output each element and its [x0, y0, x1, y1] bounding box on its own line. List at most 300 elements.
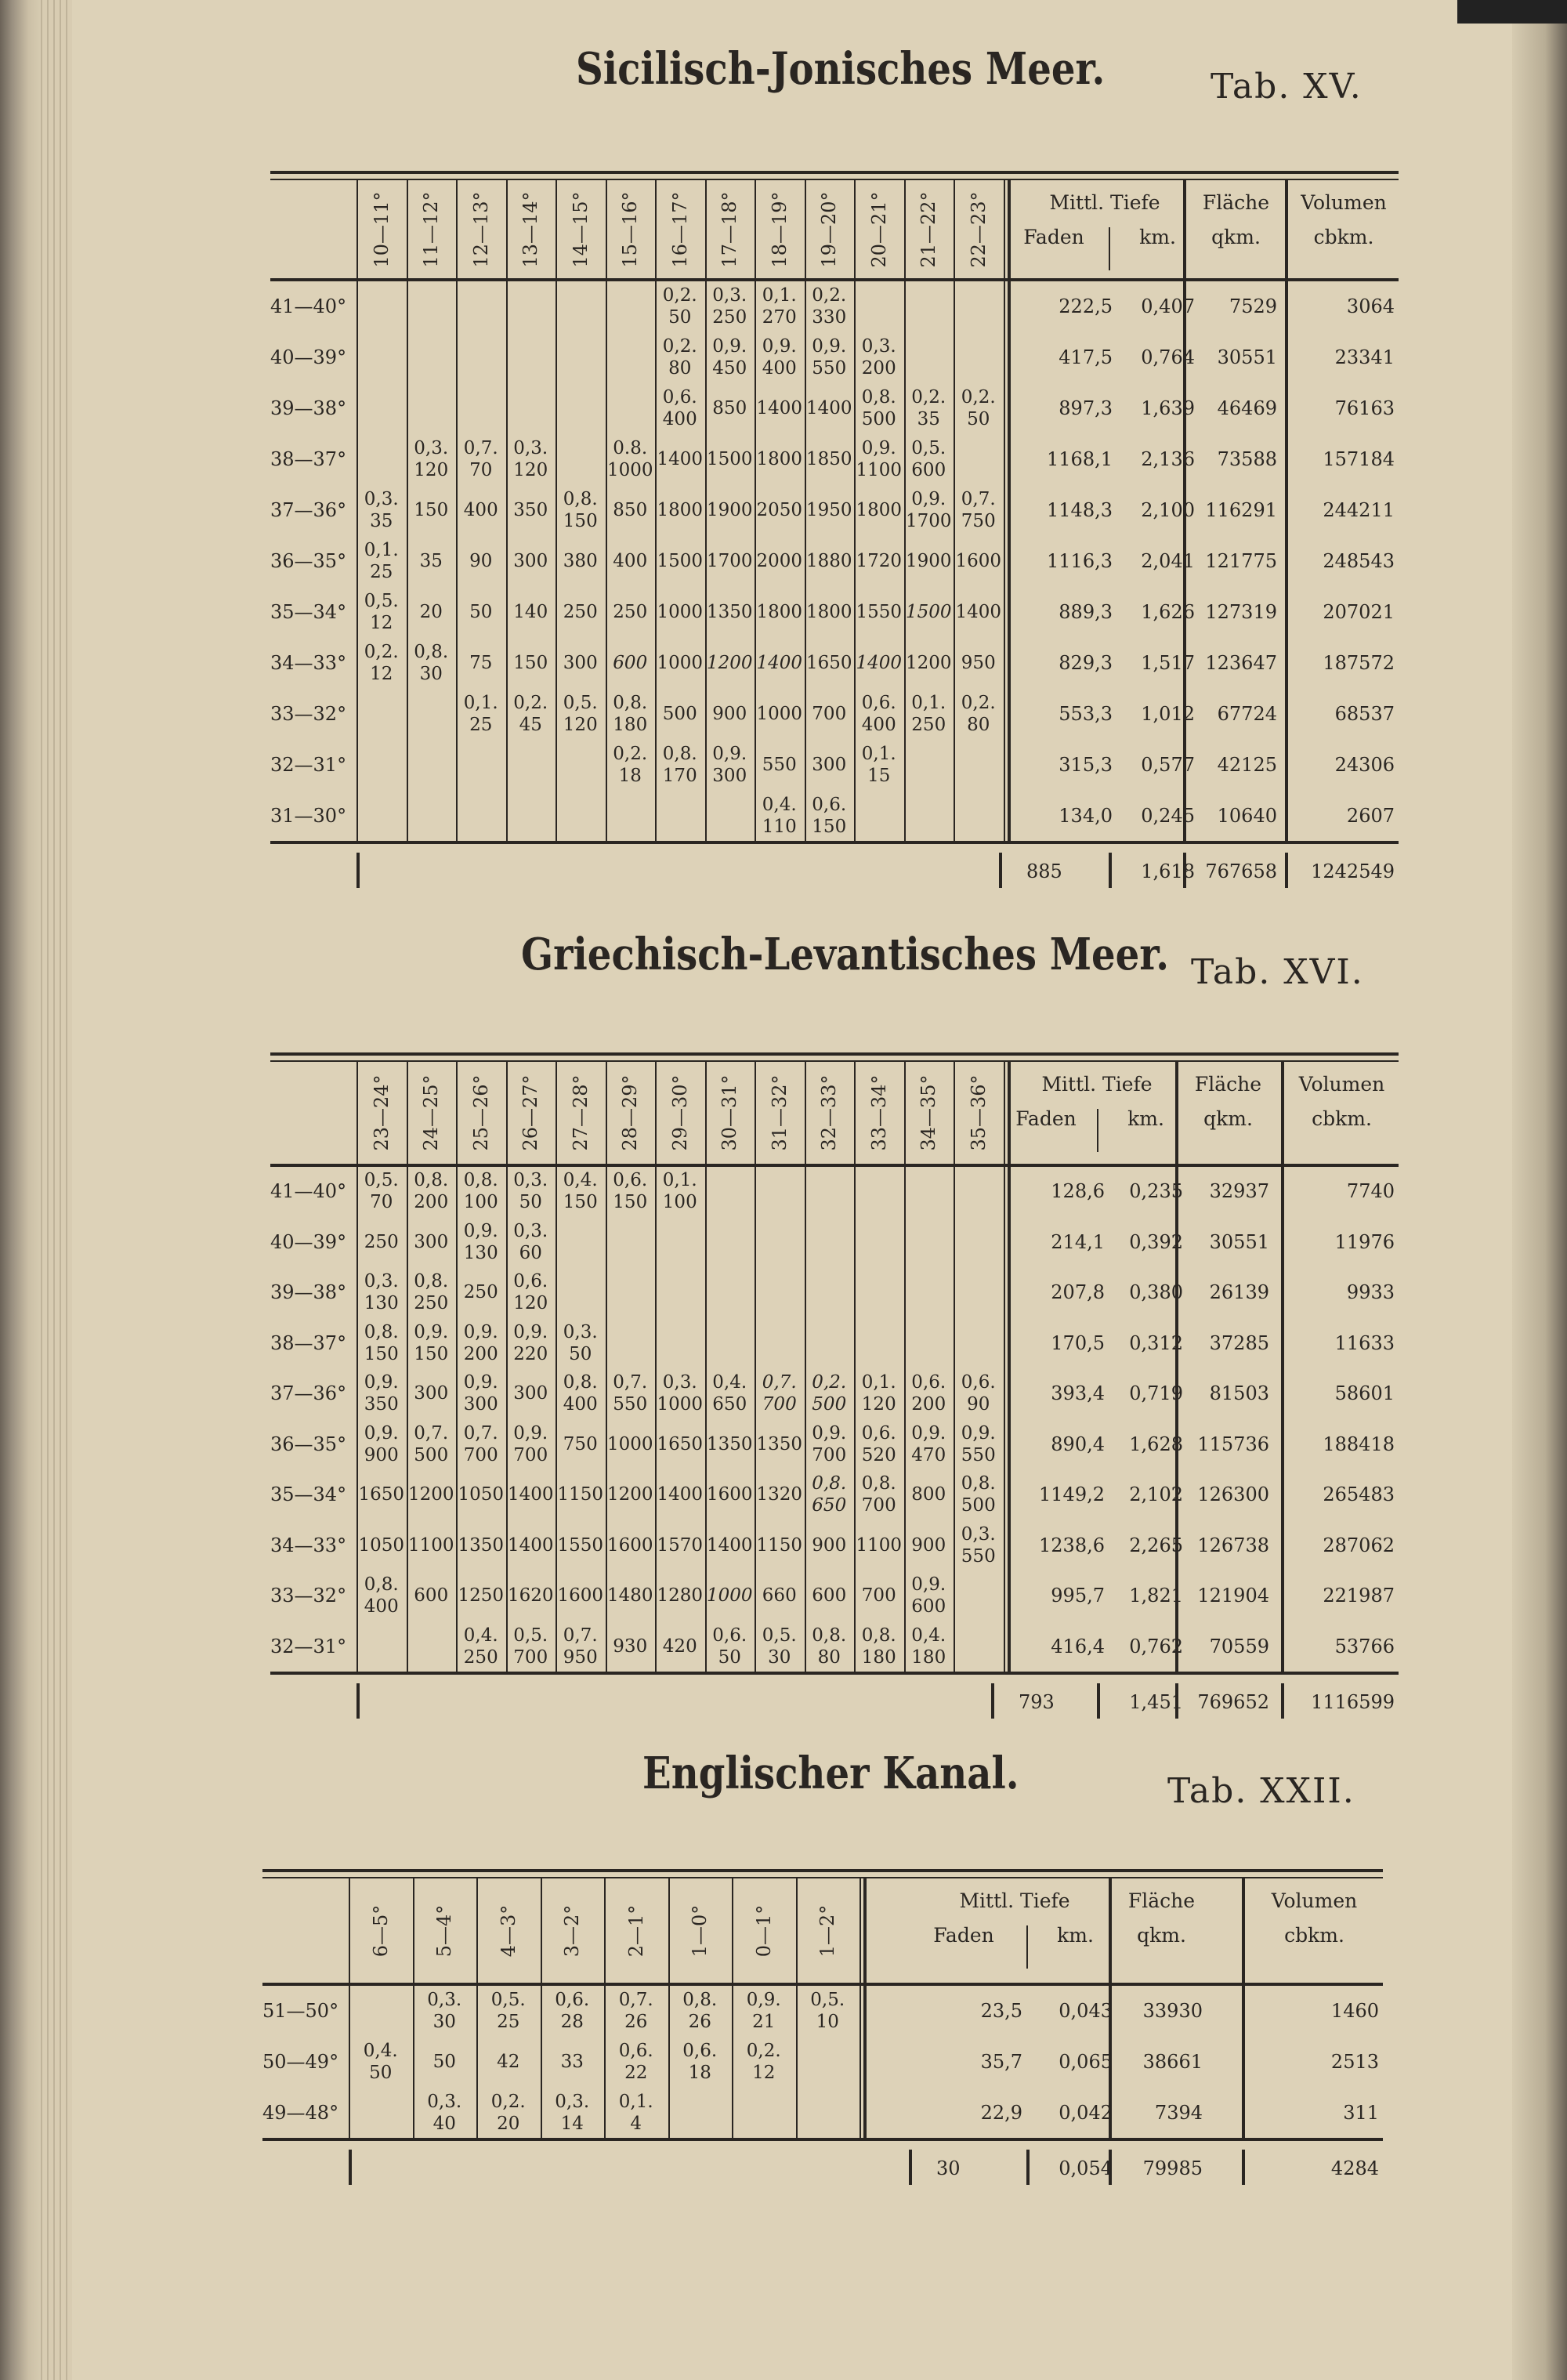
total-faden: 885	[1026, 860, 1062, 882]
depth-cell: 1480	[606, 1585, 653, 1607]
longitude-header: 22—23°	[967, 190, 990, 268]
depth-cell: 250	[613, 601, 648, 622]
column-rule	[705, 1062, 707, 1672]
value-faden: 1168,1	[1047, 447, 1113, 470]
depth-cell: 1200	[606, 1484, 653, 1505]
depth-cell: 0,6. 90	[961, 1372, 996, 1415]
depth-cell: 250	[463, 1282, 498, 1303]
value-km: 0,043	[1059, 1999, 1113, 2022]
latitude-label: 35—34°	[270, 600, 347, 623]
value-km: 1,639	[1141, 397, 1195, 419]
value-volumen: 207021	[1323, 600, 1395, 623]
value-flaeche: 73588	[1217, 447, 1277, 470]
depth-cell: 0,3. 130	[364, 1271, 399, 1314]
latitude-label: 38—37°	[270, 1331, 347, 1354]
depth-cell: 0,2. 80	[662, 335, 697, 379]
value-km: 0,312	[1129, 1331, 1183, 1354]
top-rule-thin	[270, 1060, 1399, 1062]
depth-cell: 0,2. 35	[911, 386, 946, 429]
longitude-header: 11—12°	[420, 190, 443, 268]
value-volumen: 2513	[1330, 2050, 1379, 2073]
longitude-header: 16—17°	[668, 190, 691, 268]
column-header-flaeche-unit: qkm.	[1203, 1107, 1253, 1130]
depth-cell: 1150	[557, 1484, 604, 1505]
depth-cell: 1550	[557, 1534, 604, 1556]
depth-cell: 0,8. 180	[613, 692, 648, 735]
depth-cell: 0,7. 500	[414, 1422, 449, 1465]
longitude-header: 23—24°	[370, 1074, 393, 1151]
depth-cell: 1280	[657, 1585, 704, 1607]
depth-cell: 1650	[657, 1433, 704, 1454]
longitude-header: 19—20°	[818, 190, 841, 268]
depth-cell: 1400	[706, 1534, 753, 1556]
depth-cell: 0,6. 400	[662, 386, 697, 429]
value-volumen: 53766	[1334, 1635, 1395, 1657]
value-km: 0,065	[1059, 2050, 1113, 2073]
value-km: 2,100	[1141, 498, 1195, 521]
column-rule	[349, 1878, 350, 2138]
column-header-flaeche-unit: qkm.	[1211, 226, 1261, 248]
depth-cell: 1900	[905, 550, 952, 571]
depth-cell: 380	[563, 550, 598, 571]
depth-cell: 0,8. 170	[662, 743, 697, 786]
depth-cell: 900	[911, 1534, 946, 1556]
depth-cell: 0,4. 180	[911, 1625, 946, 1668]
latitude-label: 37—36°	[270, 1382, 347, 1405]
column-rule	[456, 1062, 458, 1672]
depth-cell: 0,8. 250	[414, 1271, 449, 1314]
latitude-label: 31—30°	[270, 804, 347, 827]
depth-cell: 1400	[507, 1534, 554, 1556]
depth-cell: 0,4. 250	[463, 1625, 498, 1668]
depth-cell: 0,9. 150	[414, 1321, 449, 1364]
depth-cell: 400	[613, 550, 648, 571]
longitude-header: 17—18°	[718, 190, 741, 268]
value-km: 1,821	[1129, 1585, 1183, 1607]
top-rule	[270, 1052, 1399, 1056]
depth-cell: 0,3. 30	[427, 1989, 462, 2032]
depth-cell: 0,2. 12	[746, 2040, 781, 2083]
totals-rule	[1097, 1683, 1100, 1719]
value-km: 0,380	[1129, 1281, 1183, 1304]
bottom-rule	[270, 841, 1399, 844]
value-faden: 1238,6	[1039, 1534, 1105, 1556]
value-volumen: 248543	[1323, 549, 1395, 572]
depth-cell: 42	[497, 2051, 520, 2072]
column-header-km: km.	[1057, 1924, 1094, 1947]
top-rule-thin	[262, 1877, 1383, 1878]
latitude-label: 34—33°	[270, 1534, 347, 1556]
depth-cell: 1850	[805, 448, 852, 469]
latitude-label: 41—40°	[270, 295, 347, 317]
depth-cell: 1600	[606, 1534, 653, 1556]
column-header-volumen-unit: cbkm.	[1313, 226, 1374, 248]
depth-cell: 400	[463, 499, 498, 520]
value-flaeche: 26139	[1209, 1281, 1269, 1304]
value-flaeche: 32937	[1209, 1180, 1269, 1203]
longitude-header: 21—22°	[917, 190, 940, 268]
longitude-header: 10—11°	[370, 190, 393, 268]
depth-cell: 930	[613, 1636, 648, 1657]
column-header-volumen-unit: cbkm.	[1312, 1107, 1372, 1130]
depth-cell: 0,9. 300	[463, 1372, 498, 1415]
column-rule-bold	[1175, 1062, 1178, 1672]
longitude-header: 24—25°	[420, 1074, 443, 1151]
value-flaeche: 121904	[1197, 1585, 1269, 1607]
depth-cell: 1400	[657, 448, 704, 469]
depth-cell: 300	[414, 1231, 449, 1252]
depth-cell: 50	[432, 2051, 456, 2072]
depth-cell: 50	[469, 601, 493, 622]
depth-cell: 420	[662, 1636, 697, 1657]
column-header-faden: Faden	[933, 1924, 994, 1947]
value-volumen: 265483	[1323, 1483, 1395, 1506]
longitude-header: 5—4°	[433, 1904, 456, 1957]
depth-cell: 1350	[756, 1433, 803, 1454]
depth-cell: 0,2. 330	[812, 284, 847, 328]
totals-rule	[356, 1683, 360, 1719]
depth-cell: 0,9. 550	[812, 335, 847, 379]
value-flaeche: 121775	[1205, 549, 1277, 572]
latitude-label: 38—37°	[270, 447, 347, 470]
bottom-rule	[270, 1672, 1399, 1675]
depth-cell: 2000	[756, 550, 803, 571]
depth-cell: 1570	[657, 1534, 704, 1556]
depth-cell: 1320	[756, 1484, 803, 1505]
column-rule-bold	[1242, 1878, 1245, 2138]
depth-cell: 0,7. 700	[762, 1372, 797, 1415]
depth-cell: 660	[762, 1585, 797, 1607]
value-faden: 890,4	[1051, 1433, 1105, 1455]
bottom-rule	[262, 2138, 1383, 2141]
header-rule	[270, 1164, 1399, 1167]
top-rule-thin	[270, 179, 1399, 180]
depth-cell: 0,6. 400	[861, 692, 896, 735]
value-flaeche: 7529	[1229, 295, 1277, 317]
longitude-header: 27—28°	[569, 1074, 592, 1151]
depth-cell: 0,1. 25	[463, 692, 498, 735]
latitude-label: 40—39°	[270, 1230, 347, 1253]
longitude-header: 31—32°	[768, 1074, 791, 1151]
depth-cell: 1500	[706, 448, 753, 469]
value-km: 0,577	[1141, 753, 1195, 776]
depth-cell: 1350	[706, 601, 753, 622]
depth-cell: 1150	[756, 1534, 803, 1556]
longitude-header: 3—2°	[561, 1904, 584, 1957]
depth-cell: 1000	[606, 1433, 653, 1454]
longitude-header: 29—30°	[668, 1074, 691, 1151]
total-volumen: 1242549	[1311, 860, 1395, 882]
column-header-faden: Faden	[1023, 226, 1084, 248]
depth-cell: 0,4. 650	[712, 1372, 747, 1415]
depth-cell: 0,9. 1100	[856, 437, 903, 480]
depth-cell: 0,3. 35	[364, 488, 399, 531]
column-header-volumen: Volumen	[1298, 1073, 1385, 1096]
depth-cell: 0,9. 700	[812, 1422, 847, 1465]
totals-rule	[999, 853, 1002, 888]
total-km: 1,451	[1129, 1691, 1183, 1713]
longitude-header: 1—0°	[689, 1904, 711, 1957]
depth-cell: 0,7. 750	[961, 488, 996, 531]
depth-cell: 150	[414, 499, 449, 520]
total-faden: 793	[1019, 1691, 1055, 1713]
depth-cell: 1400	[955, 601, 1002, 622]
value-km: 0,407	[1141, 295, 1195, 317]
value-volumen: 244211	[1323, 498, 1395, 521]
longitude-header: 12—13°	[469, 190, 492, 268]
column-rule-bold	[1285, 180, 1288, 841]
value-faden: 222,5	[1059, 295, 1113, 317]
value-flaeche: 116291	[1205, 498, 1277, 521]
column-rule	[954, 1062, 955, 1672]
totals-rule	[1242, 2150, 1245, 2185]
column-header-flaeche: Fläche	[1127, 1889, 1196, 1912]
latitude-label: 32—31°	[270, 1635, 347, 1657]
value-km: 1,626	[1141, 600, 1195, 623]
value-km: 0,042	[1059, 2101, 1113, 2124]
longitude-header: 25—26°	[469, 1074, 492, 1151]
depth-cell: 1400	[657, 1484, 704, 1505]
value-flaeche: 67724	[1217, 702, 1277, 725]
depth-cell: 0,1. 25	[364, 539, 399, 582]
totals-rule	[356, 853, 360, 888]
depth-cell: 1720	[856, 550, 903, 571]
totals-rule	[1026, 2150, 1030, 2185]
depth-cell: 0,1. 120	[861, 1372, 896, 1415]
depth-cell: 0,2. 80	[961, 692, 996, 735]
depth-cell: 0,5. 120	[563, 692, 598, 735]
total-km: 0,054	[1059, 2157, 1113, 2179]
value-flaeche: 81503	[1209, 1382, 1269, 1405]
value-km: 1,012	[1141, 702, 1195, 725]
depth-cell: 0,3. 120	[513, 437, 548, 480]
value-km: 1,517	[1141, 651, 1195, 674]
depth-cell: 1800	[805, 601, 852, 622]
depth-cell: 1950	[805, 499, 852, 520]
value-volumen: 187572	[1323, 651, 1395, 674]
depth-cell: 1900	[706, 499, 753, 520]
value-km: 0,764	[1141, 346, 1195, 368]
table-section	[0, 929, 1567, 1713]
value-faden: 170,5	[1051, 1331, 1105, 1354]
column-rule	[1026, 1925, 1028, 1969]
depth-cell: 600	[414, 1585, 449, 1607]
depth-cell: 0,1. 250	[911, 692, 946, 735]
table-title: Griechisch-Levantisches Meer.	[521, 929, 1170, 980]
depth-cell: 0,8. 650	[812, 1473, 847, 1516]
depth-cell: 0,2. 18	[613, 743, 648, 786]
depth-cell: 1100	[856, 1534, 903, 1556]
depth-cell: 1000	[657, 652, 704, 673]
value-faden: 995,7	[1051, 1585, 1105, 1607]
total-flaeche: 767658	[1205, 860, 1277, 882]
column-rule	[606, 1062, 607, 1672]
depth-cell: 1200	[905, 652, 952, 673]
depth-cell: 0,4. 150	[563, 1170, 598, 1213]
depth-cell: 250	[364, 1231, 399, 1252]
depth-cell: 0,8. 180	[861, 1625, 896, 1668]
longitude-header: 28—29°	[619, 1074, 642, 1151]
depth-cell: 0,6. 120	[513, 1271, 548, 1314]
depth-cell: 0,5. 600	[911, 437, 946, 480]
column-header-flaeche: Fläche	[1194, 1073, 1262, 1096]
total-faden: 30	[936, 2157, 961, 2179]
depth-cell: 1600	[706, 1484, 753, 1505]
value-km: 0,235	[1129, 1180, 1183, 1203]
column-rule	[755, 1062, 756, 1672]
table-title: Sicilisch-Jonisches Meer.	[576, 43, 1106, 95]
longitude-header: 26—27°	[519, 1074, 542, 1151]
depth-cell: 0,9. 300	[712, 743, 747, 786]
depth-cell: 600	[812, 1585, 847, 1607]
depth-cell: 0,9. 600	[911, 1574, 946, 1617]
depth-cell: 140	[513, 601, 548, 622]
longitude-header: 18—19°	[768, 190, 791, 268]
depth-cell: 0,9. 21	[746, 1989, 781, 2032]
depth-cell: 700	[861, 1585, 896, 1607]
depth-cell: 1050	[458, 1484, 505, 1505]
value-volumen: 311	[1343, 2101, 1379, 2124]
column-header-mittl-tiefe: Mittl. Tiefe	[1041, 1073, 1153, 1096]
longitude-header: 13—14°	[519, 190, 542, 268]
depth-cell: 0,9. 900	[364, 1422, 399, 1465]
depth-cell: 1880	[805, 550, 852, 571]
depth-cell: 0,8. 100	[463, 1170, 498, 1213]
latitude-label: 34—33°	[270, 651, 347, 674]
depth-cell: 0,3. 50	[563, 1321, 598, 1364]
depth-cell: 300	[563, 652, 598, 673]
totals-rule	[349, 2150, 352, 2185]
total-flaeche: 79985	[1142, 2157, 1203, 2179]
latitude-label: 41—40°	[270, 1180, 347, 1203]
depth-cell: 1550	[856, 601, 903, 622]
depth-cell: 750	[563, 1433, 598, 1454]
value-faden: 1149,2	[1039, 1483, 1105, 1506]
depth-cell: 0,3. 40	[427, 2091, 462, 2134]
depth-cell: 0,8. 700	[861, 1473, 896, 1516]
value-km: 2,265	[1129, 1534, 1183, 1556]
value-volumen: 11633	[1334, 1331, 1395, 1354]
total-flaeche: 769652	[1197, 1691, 1269, 1713]
depth-cell: 0,2. 20	[490, 2091, 526, 2134]
value-volumen: 2607	[1346, 804, 1395, 827]
depth-cell: 350	[513, 499, 548, 520]
value-volumen: 9933	[1346, 1281, 1395, 1304]
depth-cell: 300	[812, 754, 847, 775]
depth-cell: 0,9. 470	[911, 1422, 946, 1465]
depth-cell: 0,8. 30	[414, 641, 449, 684]
depth-cell: 250	[563, 601, 598, 622]
value-volumen: 23341	[1334, 346, 1395, 368]
value-faden: 23,5	[980, 1999, 1022, 2022]
depth-cell: 1400	[805, 397, 852, 418]
depth-cell: 0,3. 60	[513, 1220, 548, 1263]
total-km: 1,618	[1141, 860, 1195, 882]
depth-cell: 300	[414, 1383, 449, 1404]
depth-cell: 0,5. 12	[364, 590, 399, 633]
depth-cell: 300	[513, 550, 548, 571]
depth-cell: 0,9. 400	[762, 335, 797, 379]
depth-cell: 1650	[358, 1484, 405, 1505]
value-faden: 315,3	[1059, 753, 1113, 776]
depth-cell: 0,6. 18	[682, 2040, 718, 2083]
longitude-header: 33—34°	[867, 1074, 890, 1151]
depth-cell: 90	[469, 550, 493, 571]
depth-cell: 1000	[756, 703, 803, 724]
longitude-header: 35—36°	[967, 1074, 990, 1151]
table-number: Tab. XXII.	[1167, 1771, 1355, 1811]
column-header-volumen: Volumen	[1271, 1889, 1358, 1912]
depth-cell: 0,6. 50	[712, 1625, 747, 1668]
depth-cell: 0,5. 10	[810, 1989, 845, 2032]
scan-corner	[1457, 0, 1567, 24]
depth-cell: 1350	[706, 1433, 753, 1454]
value-volumen: 68537	[1334, 702, 1395, 725]
value-volumen: 157184	[1323, 447, 1395, 470]
value-volumen: 221987	[1323, 1585, 1395, 1607]
totals-rule	[991, 1683, 994, 1719]
value-faden: 553,3	[1059, 702, 1113, 725]
totals-rule	[1109, 853, 1112, 888]
depth-cell: 0,6. 200	[911, 1372, 946, 1415]
depth-cell: 0,3. 1000	[657, 1372, 704, 1415]
longitude-header: 32—33°	[818, 1074, 841, 1151]
latitude-label: 36—35°	[270, 549, 347, 572]
depth-cell: 0,4. 110	[762, 794, 797, 837]
depth-cell: 0,7. 70	[463, 437, 498, 480]
column-rule	[805, 1062, 806, 1672]
column-rule	[1004, 1062, 1005, 1672]
depth-cell: 0,3. 50	[513, 1170, 548, 1213]
value-faden: 897,3	[1059, 397, 1113, 419]
depth-cell: 0,5. 70	[364, 1170, 399, 1213]
depth-cell: 0,9. 700	[513, 1422, 548, 1465]
table-section	[0, 43, 1567, 882]
value-flaeche: 115736	[1197, 1433, 1269, 1455]
column-rule	[407, 1062, 408, 1672]
depth-cell: 0,2. 50	[662, 284, 697, 328]
depth-cell: 0,8. 200	[414, 1170, 449, 1213]
depth-cell: 1200	[407, 1484, 454, 1505]
depth-cell: 1400	[856, 652, 903, 673]
depth-cell: 1800	[657, 499, 704, 520]
depth-cell: 35	[419, 550, 443, 571]
depth-cell: 1500	[657, 550, 704, 571]
depth-cell: 0,5. 30	[762, 1625, 797, 1668]
value-flaeche: 123647	[1205, 651, 1277, 674]
column-header-km: km.	[1139, 226, 1176, 248]
top-rule	[270, 171, 1399, 174]
value-faden: 214,1	[1051, 1230, 1105, 1253]
value-flaeche: 46469	[1217, 397, 1277, 419]
longitude-header: 4—3°	[497, 1904, 519, 1957]
depth-cell: 900	[812, 1534, 847, 1556]
depth-cell: 800	[911, 1484, 946, 1505]
value-km: 1,628	[1129, 1433, 1183, 1455]
total-volumen: 1116599	[1311, 1691, 1395, 1713]
column-header-volumen-unit: cbkm.	[1284, 1924, 1344, 1947]
depth-cell: 0,6. 520	[861, 1422, 896, 1465]
value-volumen: 76163	[1334, 397, 1395, 419]
value-faden: 1116,3	[1047, 549, 1113, 572]
depth-cell: 0,1. 270	[762, 284, 797, 328]
depth-cell: 0,9. 550	[961, 1422, 996, 1465]
depth-cell: 850	[712, 397, 747, 418]
depth-cell: 1800	[756, 448, 803, 469]
depth-cell: 0,1. 4	[618, 2091, 653, 2134]
totals-rule	[1281, 1683, 1284, 1719]
top-rule	[262, 1869, 1383, 1872]
